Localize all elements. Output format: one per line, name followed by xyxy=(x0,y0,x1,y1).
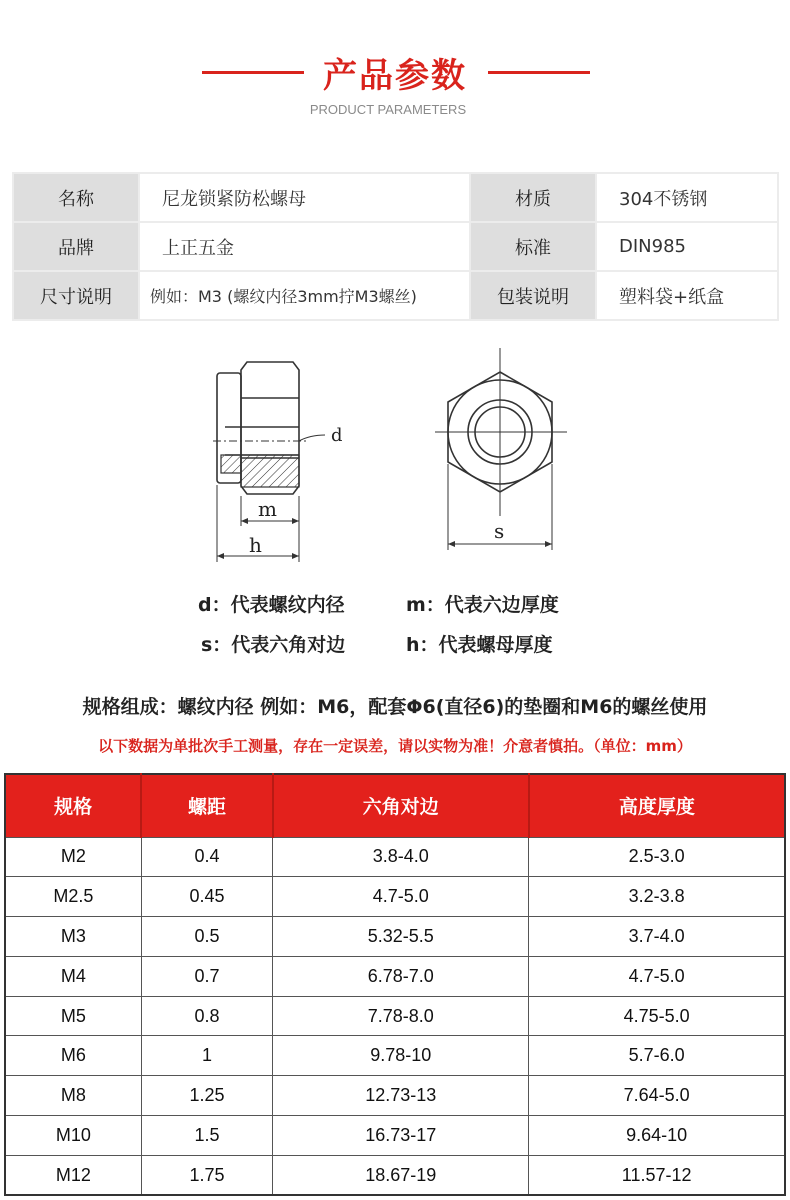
param-value: 尼龙锁紧防松螺母 xyxy=(139,173,470,222)
table-cell: M8 xyxy=(5,1076,141,1116)
product-params-table xyxy=(12,172,779,321)
column-header: 六角对边 xyxy=(273,774,529,837)
dim-label-h: h xyxy=(249,533,262,557)
column-header: 高度厚度 xyxy=(529,774,785,837)
table-cell: 4.7-5.0 xyxy=(529,956,785,996)
title-divider-right xyxy=(488,71,590,74)
table-cell: 5.7-6.0 xyxy=(529,1036,785,1076)
page-title: 产品参数 xyxy=(323,56,467,96)
table-cell: 7.64-5.0 xyxy=(529,1076,785,1116)
params-row xyxy=(13,271,778,320)
table-cell: 1 xyxy=(141,1036,272,1076)
table-cell: 1.5 xyxy=(141,1116,272,1156)
page-subtitle: PRODUCT PARAMETERS xyxy=(309,102,467,117)
nut-dimension-diagram xyxy=(195,340,575,570)
size-spec-table xyxy=(4,773,786,1196)
spec-description: 规格组成：螺纹内径 例如：M6，配套Φ6(直径6)的垫圈和M6的螺丝使用 xyxy=(82,696,708,718)
table-cell: M6 xyxy=(5,1036,141,1076)
dim-label-s: s xyxy=(494,519,505,543)
dim-label-m: m xyxy=(258,497,277,521)
table-cell: M3 xyxy=(5,917,141,957)
param-value: 上正五金 xyxy=(139,222,470,271)
table-cell: M5 xyxy=(5,996,141,1036)
param-key: 品牌 xyxy=(13,222,139,271)
table-cell: 9.78-10 xyxy=(273,1036,529,1076)
table-row xyxy=(5,1116,785,1156)
table-cell: 4.7-5.0 xyxy=(273,877,529,917)
legend-h: h：代表螺母厚度 xyxy=(406,634,553,656)
table-cell: 0.5 xyxy=(141,917,272,957)
table-cell: 2.5-3.0 xyxy=(529,837,785,877)
table-cell: 1.75 xyxy=(141,1155,272,1195)
table-row xyxy=(5,1155,785,1195)
param-value: 塑料袋+纸盒 xyxy=(596,271,778,320)
table-cell: M4 xyxy=(5,956,141,996)
legend-s: s：代表六角对边 xyxy=(201,634,346,656)
param-value: 例如：M3 (螺纹内径3mm拧M3螺丝) xyxy=(139,271,470,320)
table-cell: M12 xyxy=(5,1155,141,1195)
column-header: 螺距 xyxy=(141,774,272,837)
legend-d: d：代表螺纹内径 xyxy=(198,594,345,616)
param-key: 包装说明 xyxy=(470,271,596,320)
table-cell: 0.8 xyxy=(141,996,272,1036)
table-cell: 16.73-17 xyxy=(273,1116,529,1156)
table-cell: M10 xyxy=(5,1116,141,1156)
table-cell: 9.64-10 xyxy=(529,1116,785,1156)
table-row xyxy=(5,877,785,917)
table-cell: 12.73-13 xyxy=(273,1076,529,1116)
table-cell: 18.67-19 xyxy=(273,1155,529,1195)
table-cell: 6.78-7.0 xyxy=(273,956,529,996)
params-row xyxy=(13,173,778,222)
param-value: DIN985 xyxy=(596,222,778,271)
legend-m: m：代表六边厚度 xyxy=(406,594,559,616)
table-cell: 3.8-4.0 xyxy=(273,837,529,877)
param-key: 材质 xyxy=(470,173,596,222)
table-cell: 0.45 xyxy=(141,877,272,917)
params-row xyxy=(13,222,778,271)
table-header-row xyxy=(5,774,785,837)
param-key: 名称 xyxy=(13,173,139,222)
section-header xyxy=(0,40,790,130)
measurement-note: 以下数据为单批次手工测量，存在一定误差，请以实物为准！介意者慎拍。（单位：mm） xyxy=(98,737,692,755)
table-cell: 11.57-12 xyxy=(529,1155,785,1195)
table-cell: 1.25 xyxy=(141,1076,272,1116)
param-value: 304不锈钢 xyxy=(596,173,778,222)
table-cell: 4.75-5.0 xyxy=(529,996,785,1036)
param-key: 尺寸说明 xyxy=(13,271,139,320)
table-row xyxy=(5,1076,785,1116)
table-cell: 5.32-5.5 xyxy=(273,917,529,957)
table-cell: 7.78-8.0 xyxy=(273,996,529,1036)
table-row xyxy=(5,1036,785,1076)
param-key: 标准 xyxy=(470,222,596,271)
table-row xyxy=(5,837,785,877)
table-cell: 3.7-4.0 xyxy=(529,917,785,957)
table-cell: 0.7 xyxy=(141,956,272,996)
table-cell: M2.5 xyxy=(5,877,141,917)
table-row xyxy=(5,917,785,957)
dim-label-d: d xyxy=(331,425,343,446)
table-row xyxy=(5,956,785,996)
side-view xyxy=(213,362,325,562)
column-header: 规格 xyxy=(5,774,141,837)
table-cell: M2 xyxy=(5,837,141,877)
table-cell: 0.4 xyxy=(141,837,272,877)
table-row xyxy=(5,996,785,1036)
table-cell: 3.2-3.8 xyxy=(529,877,785,917)
